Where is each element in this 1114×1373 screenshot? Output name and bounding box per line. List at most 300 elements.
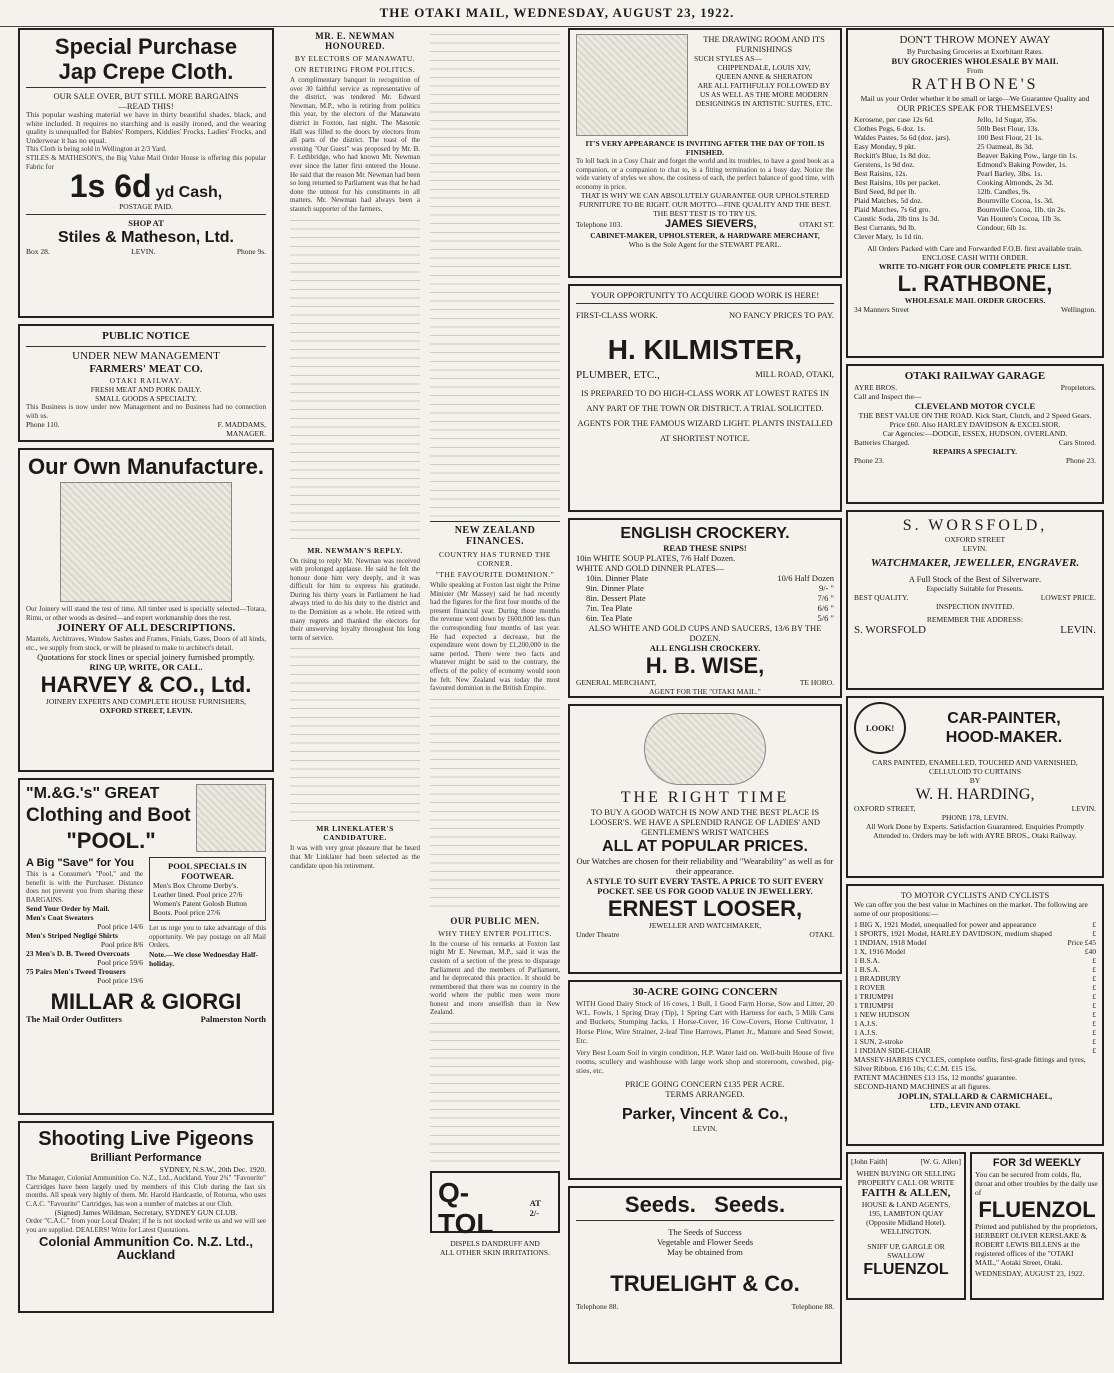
newman-text-continued (290, 214, 420, 544)
parker-vincent-ad (568, 980, 842, 1180)
column-2b (430, 28, 560, 1367)
cycle-row (854, 1028, 1096, 1037)
price-list-item: Condour, 6lb 1s. (977, 223, 1027, 232)
newman-title: MR. E. NEWMAN HONOURED. (315, 31, 395, 51)
chair-illustration (576, 34, 688, 136)
shooting-sig: (Signed) James Wildman, Secretary, SYDNEY GUN CLUB. (54, 1208, 238, 1218)
looser-addr: Under Theatre (576, 930, 620, 939)
harvey-ring: RING UP, WRITE, OR CALL. (89, 662, 203, 673)
cycle-row (854, 974, 1096, 983)
price-list-item: Plaid Matches, 5d doz. (854, 196, 923, 205)
qtol-name: Q-TOL (438, 1177, 494, 1240)
public-body: In the course of his remarks at Foxton last night Mr E. Newman, M.P., said it was the custom of a section of the press to disparage Parliament and the members of Parliament, and he deprecated this practice. It should be remembered that there was no country in the world where the public men were more honest and more unselfish than in New Zealand. (430, 939, 560, 1017)
worsfold-stock: A Full Stock of the Best of Silverware. (908, 574, 1042, 584)
seeds-line-3: May be obtained from (667, 1247, 743, 1257)
harding-work: All Work Done by Experts. Satisfaction Guaranteed. Enquiries Promptly Attended to. Orders may be left with AYRE BROS., Otaki Railway. (866, 822, 1084, 840)
newman-reply: MR. NEWMAN'S REPLY. (307, 545, 403, 555)
fluenzol-ad (970, 1152, 1104, 1300)
column-2 (290, 28, 420, 1367)
wise-item-4: 7in. Tea Plate 6/6 " (586, 603, 834, 613)
price-list-item: Edmond's Baking Powder, 1s. (977, 160, 1068, 169)
shooting-date: SYDNEY, N.S.W., 20th Dec. 1920. (159, 1165, 266, 1174)
kilmister-right: NO FANCY PRICES TO PAY. (729, 310, 834, 320)
looser-body: TO BUY A GOOD WATCH IS NOW AND THE BEST PLACE IS LOOSER'S. WE HAVE A SPLENDID RANGE OF LADIES' AND GENTLEMEN'S WRIST WATCHES (589, 807, 821, 837)
harding-look: LOOK! (865, 723, 895, 733)
kilmister-name: H. KILMISTER, (607, 334, 803, 365)
cycle-name: 1 SUN, 2-stroke (854, 1037, 903, 1046)
cycle-row (854, 1037, 1096, 1046)
newman-body-3: It was with very great pleasure that he heard that Mr Linklater had been selected as the candidate upon his retirement. (290, 844, 420, 870)
sievers-agent: Who is the Sole Agent for the STEWART PEARL. (628, 240, 782, 250)
cycle-name: 1 SPORTS, 1921 Model, HARLEY DAVIDSON, medium shaped (854, 929, 1052, 938)
cycle-name: 1 B.S.A. (854, 956, 880, 965)
rathbone-enc: ENCLOSE CASH WITH ORDER. (921, 253, 1029, 262)
qtol-line-1: DISPELS DANDRUFF AND (450, 1239, 540, 1249)
garage-phone-right: Phone 23. (1066, 456, 1096, 465)
qtol-at: AT 2/- (529, 1198, 541, 1219)
finance-title: NEW ZEALAND FINANCES. (454, 525, 536, 547)
seeds-line-2: Vegetable and Flower Seeds (656, 1237, 754, 1247)
worsfold-foot-2: LEVIN. (1060, 624, 1096, 636)
millar-item-1: Men's Coat Sweaters (26, 913, 94, 923)
price-list-item: Bird Seed, 8d per lb. (854, 187, 917, 196)
rathbone-sub: By Purchasing Groceries at Exorbitant Rates. (906, 47, 1044, 56)
crepe-phone: Phone 9s. (236, 247, 266, 257)
kilmister-body: IS PREPARED TO DO HIGH-CLASS WORK AT LOWEST RATES IN ANY PART OF THE TOWN OR DISTRICT. A TRIAL SOLICITED. AGENTS FOR THE FAMOUS WIZARD LIGHT. PLANTS INSTALLED AT SHORTEST NOTICE. (577, 388, 833, 443)
notice-sig: F. MADDAMS, (217, 420, 266, 430)
price-list-item: Clever Mary, 1s 1d tin. (854, 232, 924, 241)
notice-line2: SMALL GOODS A SPECIALTY. (95, 394, 197, 403)
garage-agents: Car Agencies:—DODGE, ESSEX, HUDSON, OVERLAND. (882, 429, 1068, 438)
qtol-line-2: ALL OTHER SKIN IRRITATIONS. (440, 1248, 550, 1258)
price-list-item: Beaver Baking Pow., large tin 1s. (977, 151, 1078, 160)
harding-town: LEVIN. (1071, 804, 1096, 813)
looser-firm: ERNEST LOOSER, (607, 896, 803, 921)
cycle-price: £ (1092, 1046, 1096, 1055)
harding-title-2: HOOD-MAKER. (945, 729, 1063, 746)
cycle-row (854, 956, 1096, 965)
faith-when: WHEN BUYING OR SELLING PROPERTY CALL OR WRITE (856, 1169, 956, 1187)
faith-right: [W. G. Allen] (920, 1157, 961, 1166)
kilmister-plumber-ad (568, 284, 842, 512)
qtol-ad (430, 1171, 560, 1258)
cycle-name: 1 INDIAN, 1918 Model (854, 938, 927, 947)
rathbone-prices: OUR PRICES SPEAK FOR THEMSELVES! (897, 103, 1053, 113)
harvey-sub: JOINERY EXPERTS AND COMPLETE HOUSE FURNISHERS, (45, 697, 247, 707)
cycle-price: £ (1092, 992, 1096, 1001)
cycle-name: 1 B.S.A. (854, 965, 880, 974)
finance-text-continued (430, 693, 560, 913)
faith-opp: (Opposite Midland Hotel). (866, 1218, 946, 1227)
millar-title-3: "POOL." (66, 828, 156, 853)
crepe-box: Box 28. (26, 247, 50, 257)
joplin-title: TO MOTOR CYCLISTS AND CYCLISTS (900, 890, 1050, 900)
cycle-name: 1 BIG X, 1921 Model, unequalled for power and appearance (854, 920, 1037, 929)
crepe-cloth-ad (18, 28, 274, 318)
parker-terms: TERMS ARRANGED. (665, 1088, 745, 1099)
parker-firm: Parker, Vincent & Co., (622, 1105, 788, 1123)
cycle-row (854, 983, 1096, 992)
garage-prop: AYRE BROS. (854, 383, 898, 392)
price-list-item: Best Currants, 9d lb. (854, 223, 916, 232)
price-list-item: Plaid Matches, 7s 6d gro. (854, 205, 931, 214)
masthead: THE OTAKI MAIL, WEDNESDAY, AUGUST 23, 1922. (0, 0, 1114, 27)
column-1 (18, 28, 274, 1367)
fluenzol-printed: Printed and published by the proprietors, HERBERT OLIVER KERSLAKE & ROBERT LEWIS BILLENS at the registered offices of the "OTAKI MAIL," Aotaki Street, Otaki. (975, 1222, 1098, 1267)
price-list-item: Cooking Almonds, 2s 3d. (977, 178, 1054, 187)
harding-title: CAR-PAINTER, (947, 710, 1061, 727)
price-list-item: Reckitt's Blue, 1s 8d doz. (854, 151, 931, 160)
price-list-item: Jello, 1d Sugar, 35s. (977, 115, 1038, 124)
parker-town: LEVIN. (692, 1123, 718, 1133)
wise-agent: AGENT FOR THE "OTAKI MAIL." (649, 687, 761, 696)
sievers-style-3: ARE ALL FAITHFULLY FOLLOWED BY US AS WELL AS THE MORE MODERN DESIGNINGS IN ARTISTIC SUITES, ETC. (695, 81, 833, 108)
harding-by: BY (969, 776, 981, 785)
rathbone-addr: 34 Manners Street (854, 305, 909, 314)
millar-price-2: Pool price 8/6 (100, 940, 143, 950)
crepe-shop: SHOP AT (128, 218, 164, 229)
wise-read: READ THESE SNIPS! (663, 543, 747, 553)
worsfold-name: S. WORSFOLD, (902, 517, 1048, 534)
seeds-firm: TRUELIGHT & Co. (610, 1271, 800, 1296)
rathbone-town: Wellington. (1060, 305, 1096, 314)
millar-let: Let us urge you to take advantage of this opportunity. We pay postage on all Mail Orders. (149, 924, 266, 950)
cycle-name: 1 BRADBURY (854, 974, 901, 983)
cycle-name: 1 ROVER (854, 983, 886, 992)
cycle-row (854, 1001, 1096, 1010)
garage-repairs: REPAIRS A SPECIALTY. (932, 447, 1018, 456)
notice-name: FARMERS' MEAT CO. (89, 363, 203, 375)
harvey-quote: Quotations for stock lines or special joinery furnished promptly. (37, 652, 255, 663)
rathbone-write: WRITE TO-NIGHT FOR OUR COMPLETE PRICE LIST. (878, 262, 1072, 271)
crepe-postage: POSTAGE PAID. (119, 202, 173, 212)
rathbone-buy: BUY GROCERIES WHOLESALE BY MAIL (891, 56, 1059, 66)
column-4 (846, 28, 1104, 1367)
joplin-patent: PATENT MACHINES £13 15s, 12 months' guarantee. (854, 1073, 1018, 1082)
crepe-title: Special Purchase (54, 34, 238, 59)
sievers-sub: SUCH STYLES AS— (694, 54, 762, 63)
rathbone-packed: All Orders Packed with Care and Forwarded F.O.B. first available train. (867, 244, 1083, 253)
cartoon-face-illustration (196, 784, 266, 852)
garage-propr: Proprietors. (1060, 383, 1096, 392)
millar-item-3: 23 Men's D. B. Tweed Overcoats (26, 949, 130, 959)
millar-item-2: Men's Striped Negligé Shirts (26, 931, 118, 941)
seeds-title: Seeds. Seeds. (624, 1192, 786, 1217)
millar-big: A Big "Save" for You (26, 857, 135, 869)
look-badge (854, 702, 906, 754)
notice-title: PUBLIC NOTICE (102, 330, 190, 342)
crepe-order: STILES & MATHESON'S, the Big Value Mail Order House is offering this popular Fabric for (26, 153, 266, 171)
millar-footwear-1: Men's Box Chrome Derby's. Leather lined. Pool price 27/6 (153, 881, 243, 899)
millar-price-4: Pool price 19/6 (97, 976, 143, 986)
notice-phone: Phone 110. (26, 420, 60, 430)
wise-crockery-ad (568, 518, 842, 698)
garage-cars: Cars Stored. (1058, 438, 1096, 447)
garage-phone-left: Phone 23. (854, 456, 884, 465)
faith-firm: FAITH & ALLEN, (861, 1187, 951, 1199)
looser-sub: JEWELLER AND WATCHMAKER, (648, 921, 762, 930)
millar-pool: POOL SPECIALS IN FOOTWEAR. (168, 861, 247, 881)
cycle-name: 1 A.J.S. (854, 1019, 878, 1028)
looser-title: THE RIGHT TIME (620, 789, 790, 806)
cycle-row (854, 929, 1096, 938)
cycle-price: £ (1092, 920, 1096, 929)
cycle-name: 1 TRIUMPH (854, 992, 894, 1001)
newman-reply-continued (290, 642, 420, 822)
harding-addr: OXFORD STREET, (854, 804, 916, 813)
finance-body: While speaking at Foxton last night the Prime Minister (Mr Massey) said he had recently had the figures for the first four months of the present financial year. During those months the revenue went down by £600,000 less than the corresponding four months of last year. He had expected a decrease, but the expenditure went down by £1,200,000 in the same period. There were two facts and whatever might be said to the contrary, the effects of the policy of economy would soon be felt. New Zealand was today the most favoured dominion in the British Empire. (430, 581, 560, 693)
wise-title: ENGLISH CROCKERY. (620, 525, 790, 542)
garage-title: OTAKI RAILWAY GARAGE (904, 370, 1046, 382)
price-list-item: Bournville Cocoa, 1lb. tin 2s. (977, 205, 1066, 214)
looser-watch-ad (568, 704, 842, 974)
wise-line-1: 10in WHITE SOUP PLATES, 7/6 Half Dozen. (576, 553, 736, 563)
crepe-note: This Cloth is being sold in Wellington at 2/3 Yard. (26, 145, 167, 154)
parker-title: 30-ACRE GOING CONCERN (632, 986, 778, 998)
notice-body: This Business is now under new Management and no Business had no connection with us. (26, 403, 266, 420)
millar-price-3: Pool price 59/6 (97, 958, 143, 968)
worsfold-esp: Especially Suitable for Presents. (926, 584, 1024, 593)
rathbone-name: RATHBONE'S (911, 76, 1039, 93)
rathbone-body: Mail us your Order whether it be small or large—We Guarantee Quality and (860, 94, 1090, 103)
cycle-price: £ (1092, 1037, 1096, 1046)
wise-item-5: 6in. Tea Plate 5/6 " (586, 613, 834, 623)
crepe-title-2: Jap Crepe Cloth. (58, 59, 234, 84)
cycle-name: 1 TRIUMPH (854, 1001, 894, 1010)
rathbone-grocery-ad (846, 28, 1104, 358)
harvey-body: Our Joinery will stand the test of time. All timber used is specially selected—Totara, Rimu, or other woods as desired—and expert workmanship does the rest. (26, 605, 266, 622)
parker-body: WITH Good Dairy Stock of 16 cows, 1 Bull, 1 Good Farm Horse, Sow and Litter, 20 W.L. Fowls, 1 Spring Dray (Tip), 1 Spring Cart with Harness for each, 5 Milk Cans and Buckets, Stumping Jacks, 1 Horse-Cover, 16 Cow-Covers, Horse Cultivator, 1 Horse Plow, Wire Strainer, 2-leaf Tine Harrows, Planet Jr., Manure and Seed Sower, Etc. (576, 999, 834, 1045)
notice-under: UNDER NEW MANAGEMENT (72, 350, 220, 362)
cycle-price: £ (1092, 956, 1096, 965)
millar-town: Palmerston North (200, 1014, 266, 1025)
faith-left: [John Faith] (851, 1157, 888, 1166)
cycle-price: Price £45 (1067, 938, 1096, 947)
newman-text-column-b (430, 28, 560, 518)
cycle-name: 1 INDIAN SIDE-CHAIR (854, 1046, 931, 1055)
harvey-addr: OXFORD STREET, LEVIN. (99, 706, 193, 716)
cycle-row (854, 920, 1096, 929)
shooting-firm: Colonial Ammunition Co. N.Z. Ltd., Auckland (39, 1233, 253, 1262)
parker-price: PRICE GOING CONCERN £135 PER ACRE. (625, 1078, 785, 1089)
cycle-price: £40 (1084, 947, 1096, 956)
crepe-body: This popular washing material we have in thirty beautiful shades, black, and white included. It requires no starching and is easily ironed, and the wearing quality is unequalled for Babies' Rompers, Kiddies' Frocks, Ladies' Frocks, and Underwear it has no equal. (26, 110, 266, 145)
public-sub: WHY THEY ENTER POLITICS. (438, 928, 552, 938)
otaki-railway-garage-ad (846, 364, 1104, 504)
cycle-row (854, 1010, 1096, 1019)
garage-batteries: Batteries Charged. (854, 438, 910, 447)
newman-cand: MR LINEKLATER'S CANDIDATURE. (316, 824, 394, 843)
seeds-tel-left: Telephone 88. (576, 1302, 619, 1311)
worsfold-jeweller-ad (846, 510, 1104, 690)
worsfold-town: LEVIN. (962, 544, 988, 553)
cycle-price: £ (1092, 1028, 1096, 1037)
wise-item-3: 8in. Dessert Plate 7/6 " (586, 593, 834, 603)
wise-firm: H. B. WISE, (645, 653, 765, 678)
crepe-lead: OUR SALE OVER, BUT STILL MORE BARGAINS (53, 91, 239, 101)
newman-by: BY ELECTORS OF MANAWATU. (294, 54, 416, 63)
worsfold-trade: WATCHMAKER, JEWELLER, ENGRAVER. (870, 557, 1080, 569)
harding-name: W. H. HARDING, (915, 786, 1035, 803)
colonial-ammunition-ad (18, 1121, 274, 1313)
harvey-list: Mantels, Architraves, Window Sashes and Frames, Finials, Gates, Doors of all kinds, etc., we supply from stock, or will be pleased to make to architect's detail. (26, 635, 266, 652)
worsfold-addr: OXFORD STREET (944, 535, 1006, 544)
cycle-price: £ (1092, 1001, 1096, 1010)
millar-price-1: Pool price 14/6 (97, 922, 143, 932)
cycle-price: £ (1092, 974, 1096, 983)
price-list-item: Van Houten's Cocoa, 1lb 3s. (977, 214, 1062, 223)
cycle-name: 1 X, 1916 Model (854, 947, 906, 956)
cycle-price: £ (1092, 1010, 1096, 1019)
sievers-town: OTAKI ST. (799, 220, 834, 230)
cycle-price: £ (1092, 1019, 1096, 1028)
millar-title: "M.&G.'s" GREAT (26, 785, 160, 802)
wise-town: TE HORO. (799, 678, 834, 687)
rathbone-firm: L. RATHBONE, (897, 271, 1053, 296)
sievers-body: IT'S VERY APPEARANCE IS INVITING AFTER THE DAY OF TOIL IS FINISHED. (585, 139, 825, 157)
crepe-read: —READ THIS! (118, 101, 174, 111)
faith-fluenzol: FLUENZOL (863, 1261, 949, 1278)
worsfold-foot: S. WORSFOLD (854, 624, 926, 636)
garage-call: Call and Inspect the— (854, 392, 922, 401)
millar-firm: MILLAR & GIORGI (50, 989, 242, 1015)
cycle-row (854, 992, 1096, 1001)
price-list-item: Clothes Pegs, 6 doz. 1s. (854, 124, 926, 133)
sievers-sub-2: CABINET-MAKER, UPHOLSTERER, & HARDWARE MERCHANT, (590, 231, 820, 241)
wise-item-1: 10in. Dinner Plate 10/6 Half Dozen (586, 573, 834, 583)
parker-house: Very Best Loam Soil in virgin condition, H.P. Water laid on. Well-built House of five rooms, scullery and washhouse with large work shop and storeroom, cowshed, pig-sties, etc. (576, 1048, 834, 1076)
shooting-body: The Manager, Colonial Ammunition Co. N.Z., Ltd., Auckland. Your 2¾" "Favourite" Cartridges have been largely used by members of this Club during the last six months. All speak very highly of them. Mr. Harold Hardcastle, of Rotorua, who uses C.A.C. "Favourite" Cartridges, has won a number of matches at our Club. (26, 1174, 266, 1208)
cycle-name: 1 A.J.S. (854, 1028, 878, 1037)
finance-sub-2: "THE FAVOURITE DOMINION." (435, 570, 555, 579)
millar-note: Note.—We close Wednesday Half-holiday. (149, 949, 259, 968)
kilmister-top: YOUR OPPORTUNITY TO ACQUIRE GOOD WORK IS HERE! (590, 290, 820, 300)
millar-title-2: Clothing and Boot (26, 805, 191, 826)
price-list-item: Pearl Barley, 3lbs. 1s. (977, 169, 1043, 178)
garage-name: CLEVELAND MOTOR CYCLE (914, 401, 1036, 411)
public-text-continued (430, 1017, 560, 1167)
sievers-firm: JAMES SIEVERS, (664, 218, 757, 231)
joplin-firm: JOPLIN, STALLARD & CARMICHAEL, (897, 1091, 1053, 1101)
fluenzol-date: WEDNESDAY, AUGUST 23, 1922. (975, 1269, 1085, 1278)
looser-town: OTAKI. (809, 930, 834, 939)
price-list-item: Easy Monday, 9 pkt. (854, 142, 916, 151)
price-list-item: Kerosene, per case 12s 6d. (854, 115, 934, 124)
crepe-firm: Stiles & Matheson, Ltd. (57, 229, 234, 247)
wise-all: ALL ENGLISH CROCKERY. (649, 643, 761, 653)
price-list-item: Best Raisins, 12s. (854, 169, 908, 178)
millar-footwear-2: Women's Patent Golosh Button Boots. Pool price 27/6 (153, 899, 247, 917)
shooting-order: Order "C.A.C." from your Local Dealer; if he is not stocked write us and we will see you are supplied. DEALERS! Write for Latest Quotations. (26, 1217, 266, 1234)
crepe-town: LEVIN. (131, 247, 156, 257)
finance-sub: COUNTRY HAS TURNED THE CORNER. (439, 550, 551, 568)
wise-gm: GENERAL MERCHANT, (576, 678, 656, 687)
cycle-row (854, 947, 1096, 956)
looser-all: ALL AT POPULAR PRICES. (602, 838, 808, 855)
shooting-title: Shooting Live Pigeons (38, 1128, 254, 1150)
newman-sub: ON RETIRING FROM POLITICS. (294, 65, 416, 74)
cycle-row (854, 1046, 1096, 1055)
faith-sub: HOUSE & LAND AGENTS, (861, 1200, 951, 1209)
crepe-unit: yd Cash, (155, 184, 223, 202)
public-title: OUR PUBLIC MEN. (450, 915, 540, 926)
public-notice-ad (18, 324, 274, 442)
kilmister-trade: PLUMBER, ETC., (576, 369, 660, 381)
newman-body-2: On rising to reply Mr. Newman was received with prolonged applause. He said he felt the honour done him very deeply, and it was difficult for him to express his gratitude. During his thirty years in Parliament he had always tried to do his duty to the district and to the Dominion as a whole. He retired with many regrets and thanked the electors for their unswerving loyalty throughout his long term of service. (290, 556, 420, 642)
looser-text-2: A STYLE TO SUIT EVERY TASTE. A PRICE TO SUIT EVERY POCKET. SEE US FOR GOOD VALUE IN JEWELLERY. (586, 876, 824, 896)
faith-snip: SNIFF UP, GARGLE OR SWALLOW (867, 1242, 945, 1260)
cycle-price: £ (1092, 983, 1096, 992)
harvey-joinery-ad (18, 448, 274, 772)
millar-send: Send Your Order by Mail. (26, 904, 110, 914)
notice-role: MANAGER. (226, 429, 266, 439)
millar-item-4: 75 Pairs Men's Tweed Trousers (26, 967, 126, 977)
shooting-sub: Brilliant Performance (90, 1152, 202, 1164)
harding-body: CARS PAINTED, ENAMELLED, TOUCHED AND VARNISHED, CELLULOID TO CURTAINS (872, 758, 1078, 776)
rathbone-from: From (966, 66, 984, 75)
cycle-name: 1 NEW HUDSON (854, 1010, 910, 1019)
harvey-title: Our Own Manufacture. (28, 454, 264, 479)
kilmister-addr: MILL ROAD, OTAKI, (755, 369, 834, 379)
fluenzol-name: FLUENZOL (978, 1197, 1096, 1222)
rathbone-price-list-right (977, 115, 1096, 241)
worsfold-insp: INSPECTION INVITED. (936, 602, 1014, 611)
sievers-furniture-ad (568, 28, 842, 278)
truelight-seeds-ad (568, 1186, 842, 1364)
rathbone-price-list-left (854, 115, 973, 241)
joplin-cycles-ad (846, 884, 1104, 1146)
joplin-body: We can offer you the best value in Machines on the market. The following are some of our propositions:— (854, 900, 1088, 918)
kilmister-left: FIRST-CLASS WORK. (576, 310, 658, 320)
faith-allen-ad (846, 1152, 966, 1300)
joplin-ltd: LTD., LEVIN AND OTAKI. (929, 1101, 1021, 1110)
price-list-item: 50lb Best Flour, 13s. (977, 124, 1040, 133)
sievers-style-1: CHIPPENDALE, LOUIS XIV, (717, 63, 811, 72)
wise-cups: ALSO WHITE AND GOLD CUPS AND SAUCERS, 13/6 BY THE DOZEN. (588, 623, 822, 643)
sievers-tel: Telephone 103. (576, 220, 623, 230)
seeds-tel-right: Telephone 88. (791, 1302, 834, 1311)
wise-item-2: 9in. Dinner Plate 9/- " (586, 583, 834, 593)
cycle-row (854, 965, 1096, 974)
harvey-firm: HARVEY & CO., Ltd. (40, 672, 252, 698)
rathbone-sub-2: WHOLESALE MAIL ORDER GROCERS. (904, 296, 1046, 305)
price-list-item: Best Raisins, 10s per packet. (854, 178, 941, 187)
seeds-line-1: The Seeds of Success (668, 1227, 742, 1237)
faith-addr: 195, LAMBTON QUAY (868, 1209, 944, 1218)
sievers-guarantee: THAT IS WHY WE CAN ABSOLUTELY GUARANTEE OUR UPHOLSTERED FURNITURE TO BE RIGHT. OUR MOTTO—FINE QUALITY AND THE BEST. THE BEST TEST IS TO TRY US. (578, 191, 831, 219)
price-list-item: 25 Oatmeal, 8s 3d. (977, 142, 1034, 151)
column-3 (568, 28, 842, 1367)
harding-car-painter-ad (846, 696, 1104, 878)
wise-line-2: WHITE AND GOLD DINNER PLATES— (576, 563, 725, 573)
sievers-head: THE DRAWING ROOM AND ITS FURNISHINGS (703, 34, 825, 54)
price-list-item: 100 Best Flour, 21 1s. (977, 133, 1043, 142)
notice-addr: OTAKI RAILWAY. (109, 376, 183, 385)
garage-body: THE BEST VALUE ON THE ROAD. Kick Start, Clutch, and 2 Speed Gears. Price £60. Also HARLEY DAVIDSON & EXCELSIOR. (858, 411, 1092, 429)
millar-giorgi-ad (18, 778, 274, 1115)
fluenzol-title: FOR 3d WEEKLY (992, 1157, 1082, 1169)
worsfold-rem: REMEMBER THE ADDRESS: (926, 615, 1024, 624)
joplin-second: SECOND-HAND MACHINES at all figures. (854, 1082, 991, 1091)
looser-text: Our Watches are chosen for their reliability and "Wearability" as well as for their appearance. (576, 856, 834, 876)
price-list-item: 12lb. Candles, 9s. (977, 187, 1031, 196)
harding-phone: PHONE 178, LEVIN. (941, 813, 1009, 822)
millar-sub: The Mail Order Outfitters (26, 1014, 122, 1025)
worsfold-best: BEST QUALITY. (854, 593, 909, 602)
sievers-text: To loll back in a Cosy Chair and forget the world and its troubles, to have a good book as a companion, or a companion to chat to, is a fitting termination to a busy day. Notice the wide variety of styles we show, the cosiness of each, the perfect balance of good time, with economy in price. (576, 157, 834, 191)
crepe-price: 1s 6d (69, 168, 152, 205)
price-list-item: Gerstens, 1s 9d doz. (854, 160, 915, 169)
